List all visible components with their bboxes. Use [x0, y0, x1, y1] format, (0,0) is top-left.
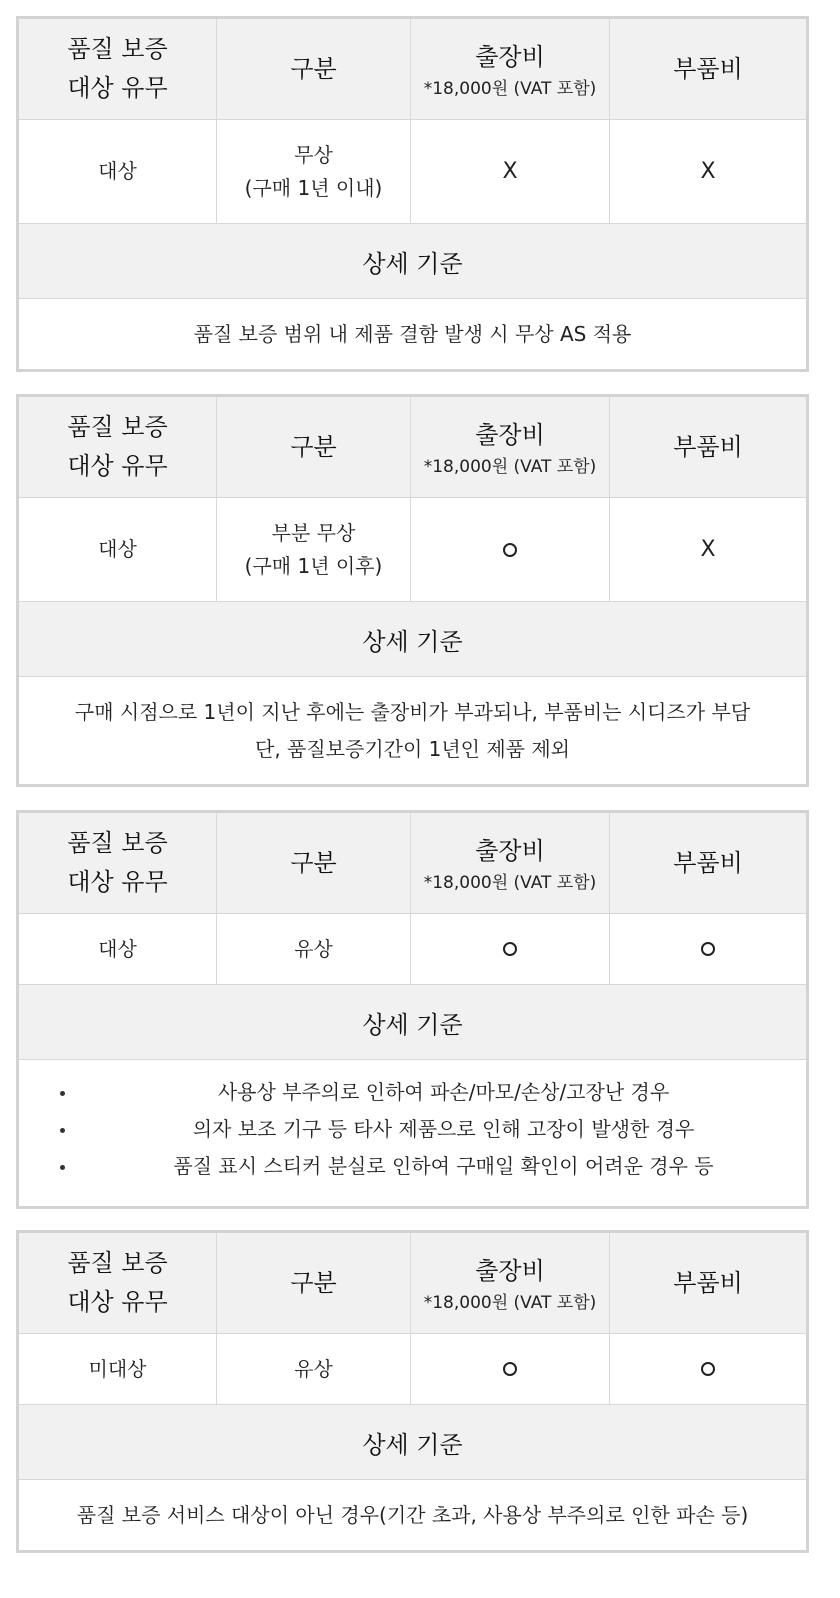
header-target-line1: 품질 보증: [67, 829, 168, 857]
header-parts-fee: 부품비: [673, 1268, 743, 1297]
list-item: 사용상 부주의로 인하여 파손/마모/손상/고장난 경우: [57, 1074, 806, 1111]
target-value: 대상: [19, 498, 217, 601]
category-value: [217, 498, 411, 601]
header-parts-fee: 부품비: [673, 848, 743, 877]
header-target: [19, 1233, 217, 1333]
header-target-line1: 품질 보증: [67, 413, 168, 441]
detail-body: [19, 677, 806, 784]
category-value: 유상: [217, 1334, 411, 1404]
visit-fee-value: [411, 120, 610, 223]
header-category: 구분: [217, 1233, 411, 1333]
header-visit-fee: [411, 19, 610, 119]
header-target-line1: 품질 보증: [67, 1249, 168, 1277]
detail-text: 품질 보증 범위 내 제품 결함 발생 시 무상 AS 적용: [193, 321, 632, 346]
header-visit-fee-label: 출장비: [475, 43, 545, 71]
detail-heading: 상세 기준: [19, 224, 806, 299]
circle-mark-icon: [503, 1362, 517, 1376]
parts-fee-value: [610, 914, 806, 984]
visit-fee-value: [411, 1334, 610, 1404]
header-target-line2: 대상 유무: [67, 1288, 168, 1316]
category-value: 유상: [217, 914, 411, 984]
table-header: [19, 813, 806, 914]
header-target-line2: 대상 유무: [67, 74, 168, 102]
detail-heading: 상세 기준: [19, 602, 806, 677]
header-category: 구분: [217, 397, 411, 497]
header-visit-fee: [411, 397, 610, 497]
category-line2: (구매 1년 이후): [244, 553, 383, 578]
visit-fee-value: [411, 498, 610, 601]
parts-fee-value: [610, 498, 806, 601]
header-visit-fee-label: 출장비: [475, 1257, 545, 1285]
header-target: [19, 813, 217, 913]
circle-mark-icon: [503, 543, 517, 557]
table-header: [19, 1233, 806, 1334]
header-category: 구분: [217, 813, 411, 913]
detail-text-line1: 구매 시점으로 1년이 지난 후에는 출장비가 부과되나, 부품비는 시디즈가 부담: [74, 699, 751, 724]
category-line1: 부분 무상: [271, 520, 356, 545]
circle-mark-icon: [503, 942, 517, 956]
header-visit-fee-note: *18,000원 (VAT 포함): [423, 457, 597, 477]
target-value: 대상: [19, 120, 217, 223]
visit-fee-value: [411, 914, 610, 984]
header-parts-fee: 부품비: [673, 432, 743, 461]
target-value: 대상: [19, 914, 217, 984]
detail-list: [57, 1074, 806, 1185]
table-header: [19, 397, 806, 498]
header-visit-fee: [411, 813, 610, 913]
parts-fee-value: [610, 120, 806, 223]
detail-heading: 상세 기준: [19, 985, 806, 1060]
parts-fee-value: [610, 1334, 806, 1404]
table-header: [19, 19, 806, 120]
detail-text-line2: 단, 품질보증기간이 1년인 제품 제외: [255, 736, 570, 761]
detail-heading: 상세 기준: [19, 1405, 806, 1480]
list-item: 의자 보조 기구 등 타사 제품으로 인해 고장이 발생한 경우: [57, 1111, 806, 1148]
target-value: 미대상: [19, 1334, 217, 1404]
warranty-table-1: [16, 16, 809, 372]
list-item: 품질 표시 스티커 분실로 인하여 구매일 확인이 어려운 경우 등: [57, 1148, 806, 1185]
table-row: [19, 120, 806, 224]
table-row: [19, 914, 806, 985]
header-target-line2: 대상 유무: [67, 868, 168, 896]
header-visit-fee: [411, 1233, 610, 1333]
header-target: [19, 397, 217, 497]
warranty-table-3: [16, 810, 809, 1209]
circle-mark-icon: [701, 942, 715, 956]
header-visit-fee-note: *18,000원 (VAT 포함): [423, 79, 597, 99]
header-target-line2: 대상 유무: [67, 452, 168, 480]
detail-body: [19, 1060, 806, 1206]
detail-body: [19, 299, 806, 369]
header-parts-fee: 부품비: [673, 54, 743, 83]
x-mark-icon: X: [700, 159, 716, 184]
header-target: [19, 19, 217, 119]
category-line1: 무상: [294, 142, 333, 167]
x-mark-icon: X: [700, 537, 716, 562]
header-visit-fee-label: 출장비: [475, 421, 545, 449]
detail-body: [19, 1480, 806, 1550]
category-value: [217, 120, 411, 223]
circle-mark-icon: [701, 1362, 715, 1376]
x-mark-icon: X: [502, 159, 518, 184]
header-target-line1: 품질 보증: [67, 35, 168, 63]
table-row: [19, 1334, 806, 1405]
header-visit-fee-label: 출장비: [475, 837, 545, 865]
header-visit-fee-note: *18,000원 (VAT 포함): [423, 873, 597, 893]
detail-text: 품질 보증 서비스 대상이 아닌 경우(기간 초과, 사용상 부주의로 인한 파손 등): [76, 1502, 749, 1527]
warranty-table-4: [16, 1230, 809, 1553]
header-visit-fee-note: *18,000원 (VAT 포함): [423, 1293, 597, 1313]
header-category: 구분: [217, 19, 411, 119]
table-row: [19, 498, 806, 602]
category-line2: (구매 1년 이내): [244, 175, 383, 200]
warranty-table-2: [16, 394, 809, 787]
